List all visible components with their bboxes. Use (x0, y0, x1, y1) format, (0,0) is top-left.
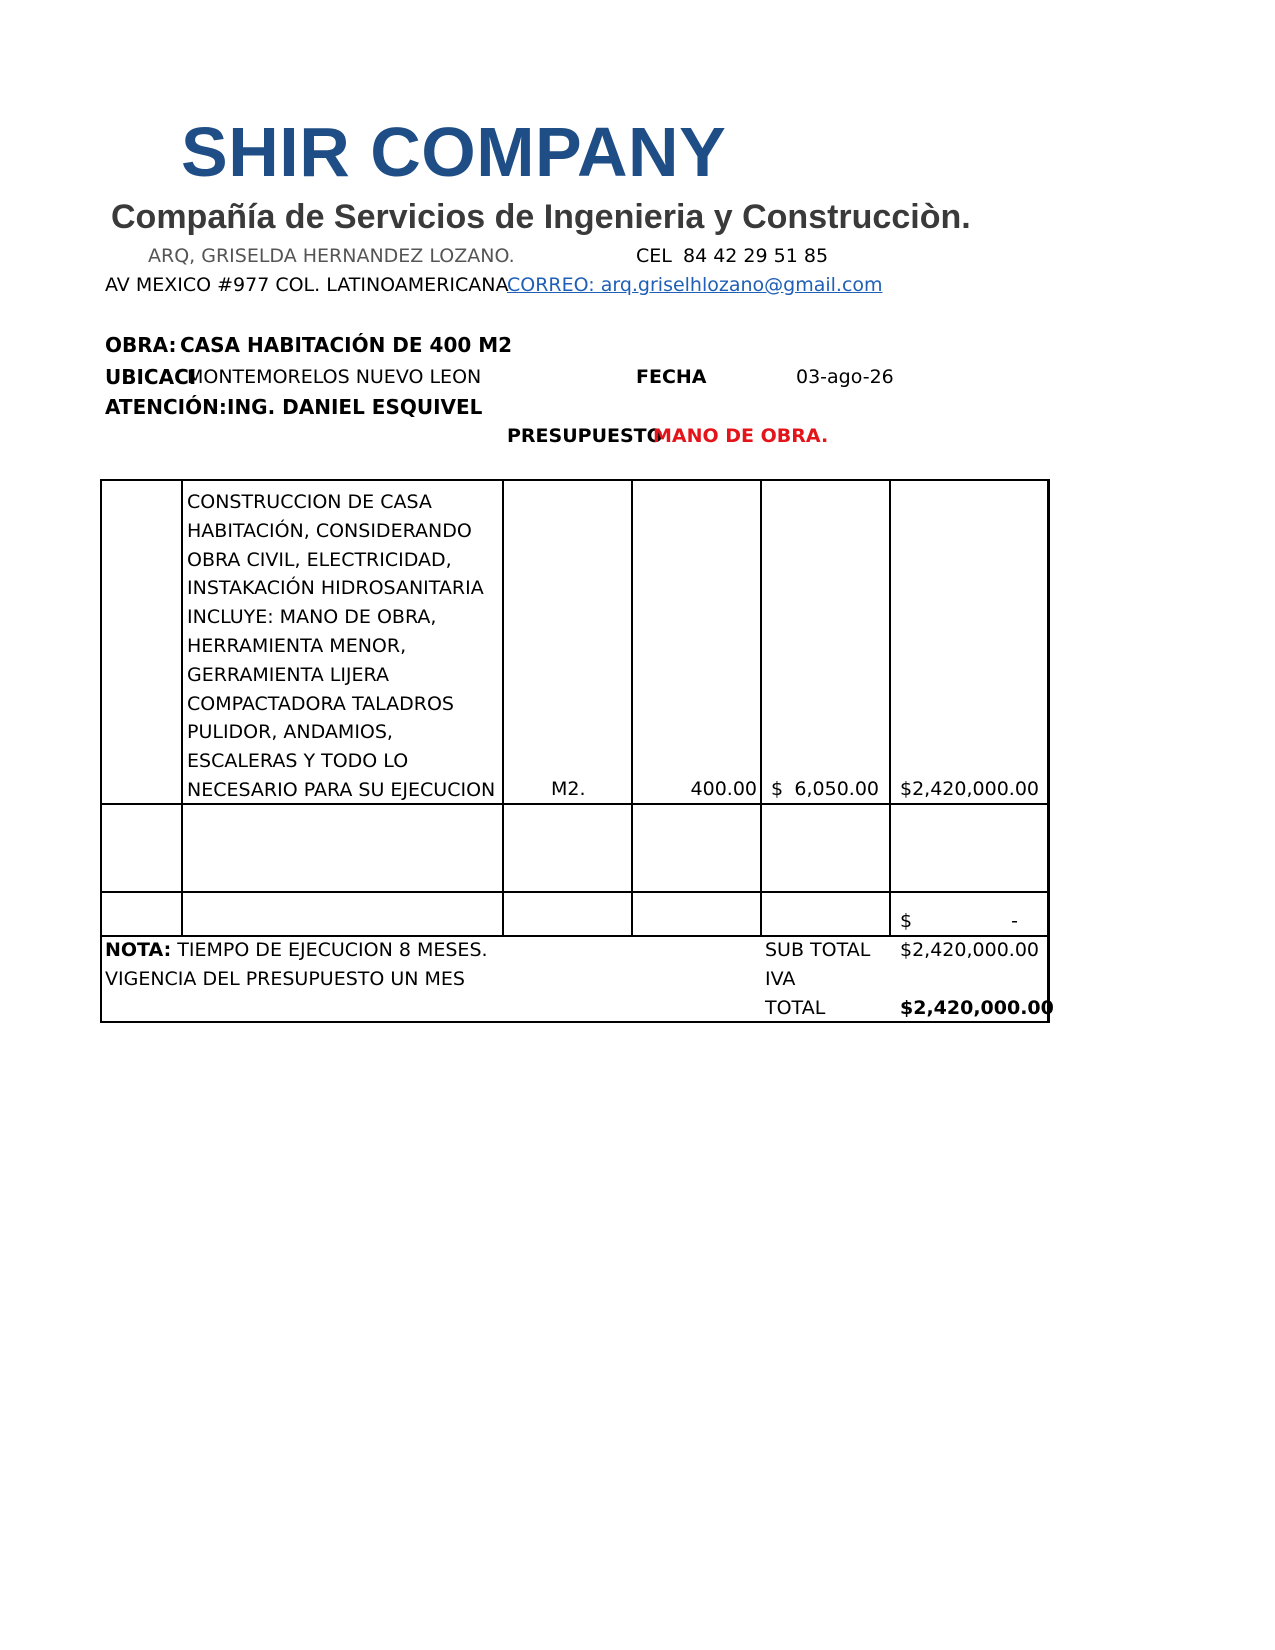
atencion-label: ATENCIÓN: (105, 395, 227, 419)
item-quantity: 400.00 (690, 778, 757, 800)
row-divider (100, 891, 1050, 893)
item-unit-price (771, 778, 879, 800)
currency-symbol: $ (900, 997, 914, 1019)
table-border-left (100, 479, 102, 1023)
company-name: SHIR COMPANY (181, 113, 727, 191)
table-border-right (1047, 479, 1050, 1023)
obra-label: OBRA: (105, 333, 177, 357)
currency-symbol: $ (771, 778, 784, 800)
item-amount (900, 778, 1038, 800)
architect-name: ARQ, GRISELDA HERNANDEZ LOZANO. (148, 245, 515, 267)
column-divider (889, 479, 891, 937)
fecha-label: FECHA (636, 366, 707, 388)
total-label: TOTAL (765, 997, 826, 1019)
address: AV MEXICO #977 COL. LATINOAMERICANA (105, 274, 509, 296)
fecha-value: 03-ago-26 (796, 366, 894, 388)
row-divider (100, 935, 1050, 937)
presupuesto-value: MANO DE OBRA. (653, 425, 829, 447)
item-description: CONSTRUCCION DE CASA HABITACIÓN, CONSIDERANDO OBRA CIVIL, ELECTRICIDAD, INSTAKACIÓN HIDROSANITARIA INCLUYE: MANO DE OBRA, HERRAMIENTA MENOR, GERRAMIENTA LIJERA COMPACTADORA TALADROS PULIDOR, ANDAMIOS, ESCALERAS Y TODO LO NECESARIO PARA SU EJECUCION (187, 491, 496, 801)
empty-row-amount (900, 910, 1018, 932)
amount-value: - (1011, 910, 1018, 932)
obra-value: CASA HABITACIÓN DE 400 M2 (180, 333, 513, 357)
currency-symbol: $ (900, 778, 913, 800)
presupuesto-label: PRESUPUESTO (507, 425, 663, 447)
table-border-bottom (100, 1021, 1050, 1023)
currency-symbol: $ (900, 910, 913, 932)
column-divider (631, 479, 633, 937)
column-divider (181, 479, 183, 937)
table-border-top (100, 479, 1050, 481)
email-link[interactable]: CORREO: arq.griselhlozano@gmail.com (507, 274, 883, 296)
subtotal-value: 2,420,000.00 (912, 939, 1040, 961)
item-unit: M2. (551, 778, 586, 800)
note (105, 939, 488, 961)
column-divider (502, 479, 504, 937)
ubicacion-value: MONTEMORELOS NUEVO LEON (187, 366, 482, 388)
total (900, 997, 1054, 1019)
unit-price-value: 6,050.00 (794, 778, 879, 800)
note-label: NOTA: (105, 939, 172, 961)
currency-symbol: $ (900, 939, 913, 961)
ubicacion-label: UBICACI (105, 365, 197, 389)
total-value: 2,420,000.00 (913, 997, 1054, 1019)
cel-label: CEL (636, 245, 672, 267)
amount-value: 2,420,000.00 (912, 778, 1040, 800)
subtotal-label: SUB TOTAL (765, 939, 871, 961)
iva-label: IVA (765, 968, 796, 990)
company-subtitle: Compañía de Servicios de Ingenieria y Construcciòn. (111, 198, 971, 236)
validity-note: VIGENCIA DEL PRESUPUESTO UN MES (105, 968, 465, 990)
column-divider (760, 479, 762, 937)
cel-value: 84 42 29 51 85 (683, 245, 829, 267)
subtotal (900, 939, 1038, 961)
atencion-value: ING. DANIEL ESQUIVEL (227, 395, 483, 419)
note-text: TIEMPO DE EJECUCION 8 MESES. (177, 939, 488, 961)
